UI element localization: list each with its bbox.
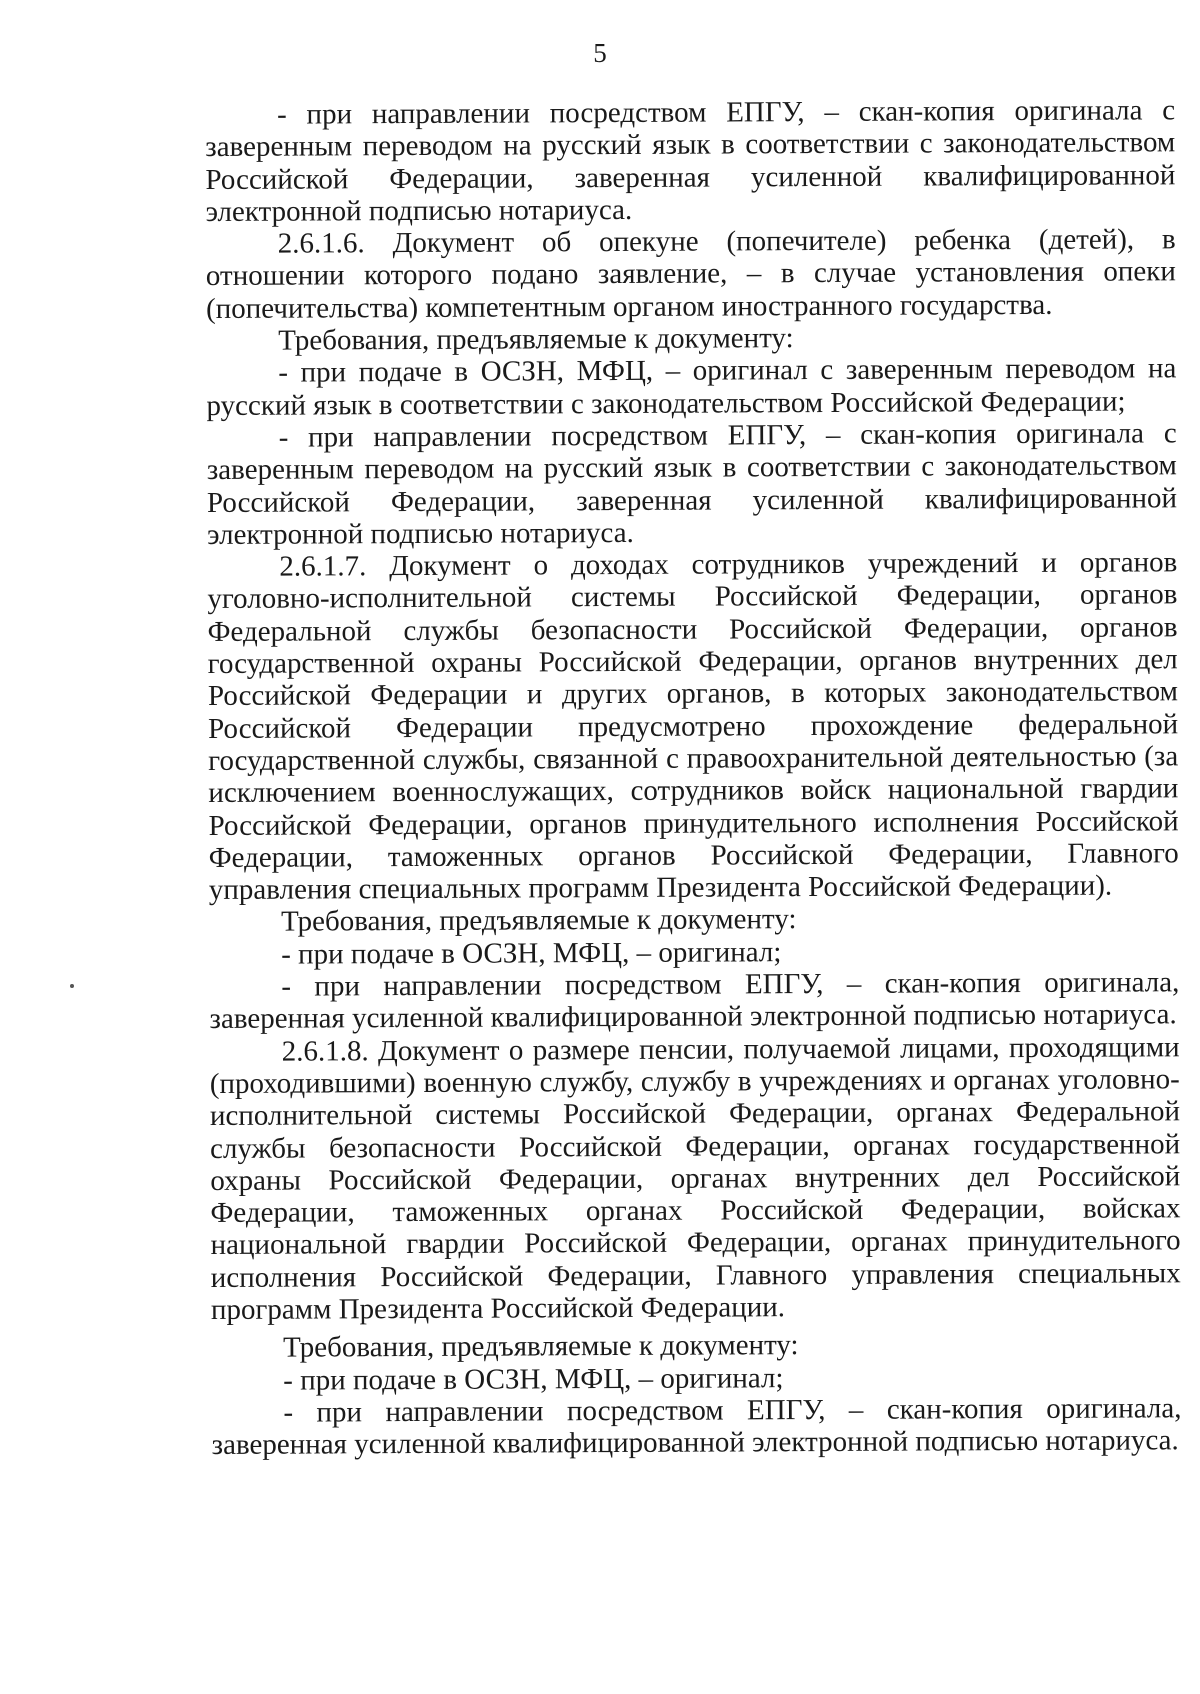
document-body (205, 94, 1182, 1461)
paragraph-2-6-1-8: 2.6.1.8. Документ о размере пенсии, получаемой лицами, проходящими (проходившими) военную службу, службу в учреждениях и органах уголовно-исполнительной системы Российской Федерации, органах Федеральной службы безопасности Российской Федерации, органах государственной охраны Российской Федерации, органах внутренних дел Российской Федерации, таможенных органах Российской Федерации, войсках национальной гвардии Российской Федерации, органах принудительного исполнения Российской Федерации, Главного управления специальных программ Президента Российской Федерации. (209, 1030, 1181, 1326)
paragraph-2-6-1-7: 2.6.1.7. Документ о доходах сотрудников учреждений и органов уголовно-исполнительной системы Российской Федерации, органов Федеральной службы безопасности Российской Федерации, органов государственной охраны Российской Федерации, органов внутренних дел Российской Федерации и других органов, в которых законодательством Российской Федерации предусмотрено прохождение федеральной государственной службы, связанной с правоохранительной деятельностью (за исключением военнослужащих, сотрудников войск национальной гвардии Российской Федерации, органов принудительного исполнения Российской Федерации, таможенных органов Российской Федерации, Главного управления специальных программ Президента Российской Федерации). (207, 546, 1179, 907)
page-number: 5 (593, 38, 607, 68)
paragraph-oszn-mfc-original: - при подаче в ОСЗН, МФЦ, – оригинал; (283, 1361, 784, 1397)
paragraph-epgu-scan: - при направлении посредством ЕПГУ, – скан-копия оригинала, заверенная усиленной квалифицированной электронной подписью нотариуса. (209, 966, 1180, 1036)
paragraph-requirements-heading: Требования, предъявляемые к документу: (278, 322, 794, 357)
paragraph-oszn-mfc-original-translation: - при подаче в ОСЗН, МФЦ, – оригинал с заверенным переводом на русский язык в соответствии с законодательством Российской Федерации; (206, 352, 1177, 422)
paragraph-epgu-scan-translation: - при направлении посредством ЕПГУ, – скан-копия оригинала с заверенным переводом на русский язык в соответствии с законодательством Российской Федерации, заверенная усиленной квалифицированной электронной подписью нотариуса. (206, 417, 1178, 551)
paragraph-2-6-1-6: 2.6.1.6. Документ об опекуне (попечителе) ребенка (детей), в отношении которого подано заявление, – в случае установления опеки (попечительства) компетентным органом иностранного государства. (205, 223, 1176, 325)
paragraph-epgu-scan: - при направлении посредством ЕПГУ, – скан-копия оригинала, заверенная усиленной квалифицированной электронной подписью нотариуса. (211, 1392, 1182, 1462)
paragraph-requirements-heading: Требования, предъявляемые к документу: (280, 903, 797, 939)
paragraph-requirements-heading: Требования, предъявляемые к документу: (283, 1329, 799, 1364)
paragraph-oszn-mfc-original: - при подаче в ОСЗН, МФЦ, – оригинал; (281, 935, 782, 971)
paragraph-epgu-scan-translation: - при направлении посредством ЕПГУ, – скан-копия оригинала с заверенным переводом на русский язык в соответствии с законодательством Российской Федерации, заверенная усиленной квалифицированной электронной подписью нотариуса. (205, 94, 1176, 228)
scan-speck (70, 984, 74, 988)
